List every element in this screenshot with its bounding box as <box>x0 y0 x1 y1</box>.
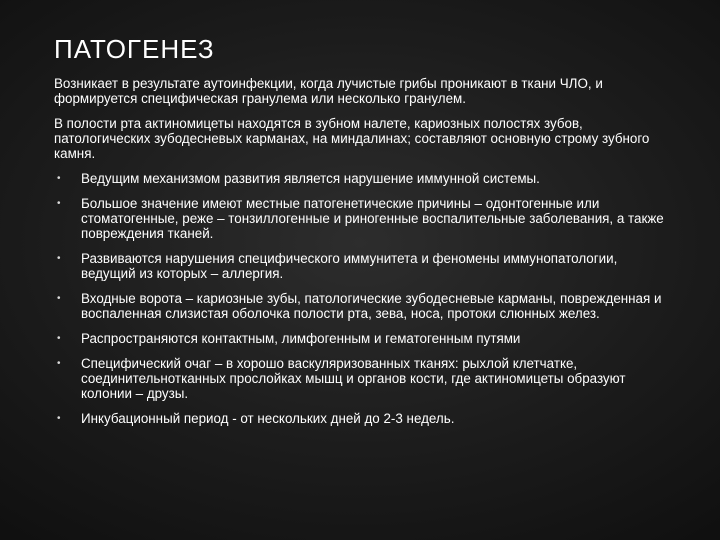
bullet-icon: • <box>57 413 61 424</box>
bullet-item <box>54 411 672 426</box>
bullet-icon: • <box>57 253 61 264</box>
bullet-icon: • <box>57 358 61 369</box>
bullet-item <box>54 291 672 321</box>
location-paragraph: В полости рта актиномицеты находятся в зубном налете, кариозных полостях зубов, патологических зубодесневых карманах, на миндалинах; составляют основную строму зубного камня. <box>54 116 650 161</box>
bullet-icon: • <box>57 333 61 344</box>
bullet-text: Инкубационный период - от нескольких дней до 2-3 недель. <box>81 411 455 426</box>
bullet-icon: • <box>57 173 61 184</box>
slide-body <box>54 76 672 436</box>
bullet-icon: • <box>57 293 61 304</box>
bullet-icon: • <box>57 198 61 209</box>
bullet-text: Распространяются контактным, лимфогенным и гематогенным путями <box>81 331 521 346</box>
bullet-item <box>54 331 672 346</box>
bullet-item <box>54 171 672 186</box>
intro-paragraph: Возникает в результате аутоинфекции, когда лучистые грибы проникают в ткани ЧЛО, и формируется специфическая гранулема или несколько гранулем. <box>54 76 603 106</box>
bullet-text: Специфический очаг – в хорошо васкуляризованных тканях: рыхлой клетчатке, соединительнотканных прослойках мышц и органов кости, где актиномицеты образуют колонии – друзы. <box>81 356 626 401</box>
slide-title: ПАТОГЕНЕЗ <box>54 34 215 64</box>
bullet-text: Ведущим механизмом развития является нарушение иммунной системы. <box>81 171 540 186</box>
bullet-item <box>54 196 672 241</box>
bullet-item <box>54 356 672 401</box>
bullet-text: Развиваются нарушения специфического иммунитета и феномены иммунопатологии, ведущий из которых – аллергия. <box>81 251 618 281</box>
bullet-text: Входные ворота – кариозные зубы, патологические зубодесневые карманы, поврежденная и воспаленная слизистая оболочка полости рта, зева, носа, протоки слюнных желез. <box>81 291 662 321</box>
bullet-text: Большое значение имеют местные патогенетические причины – одонтогенные или стоматогенные, реже – тонзиллогенные и риногенные воспалительные заболевания, а также повреждения тканей. <box>81 196 664 241</box>
bullet-item <box>54 251 672 281</box>
bullet-list <box>54 171 672 426</box>
